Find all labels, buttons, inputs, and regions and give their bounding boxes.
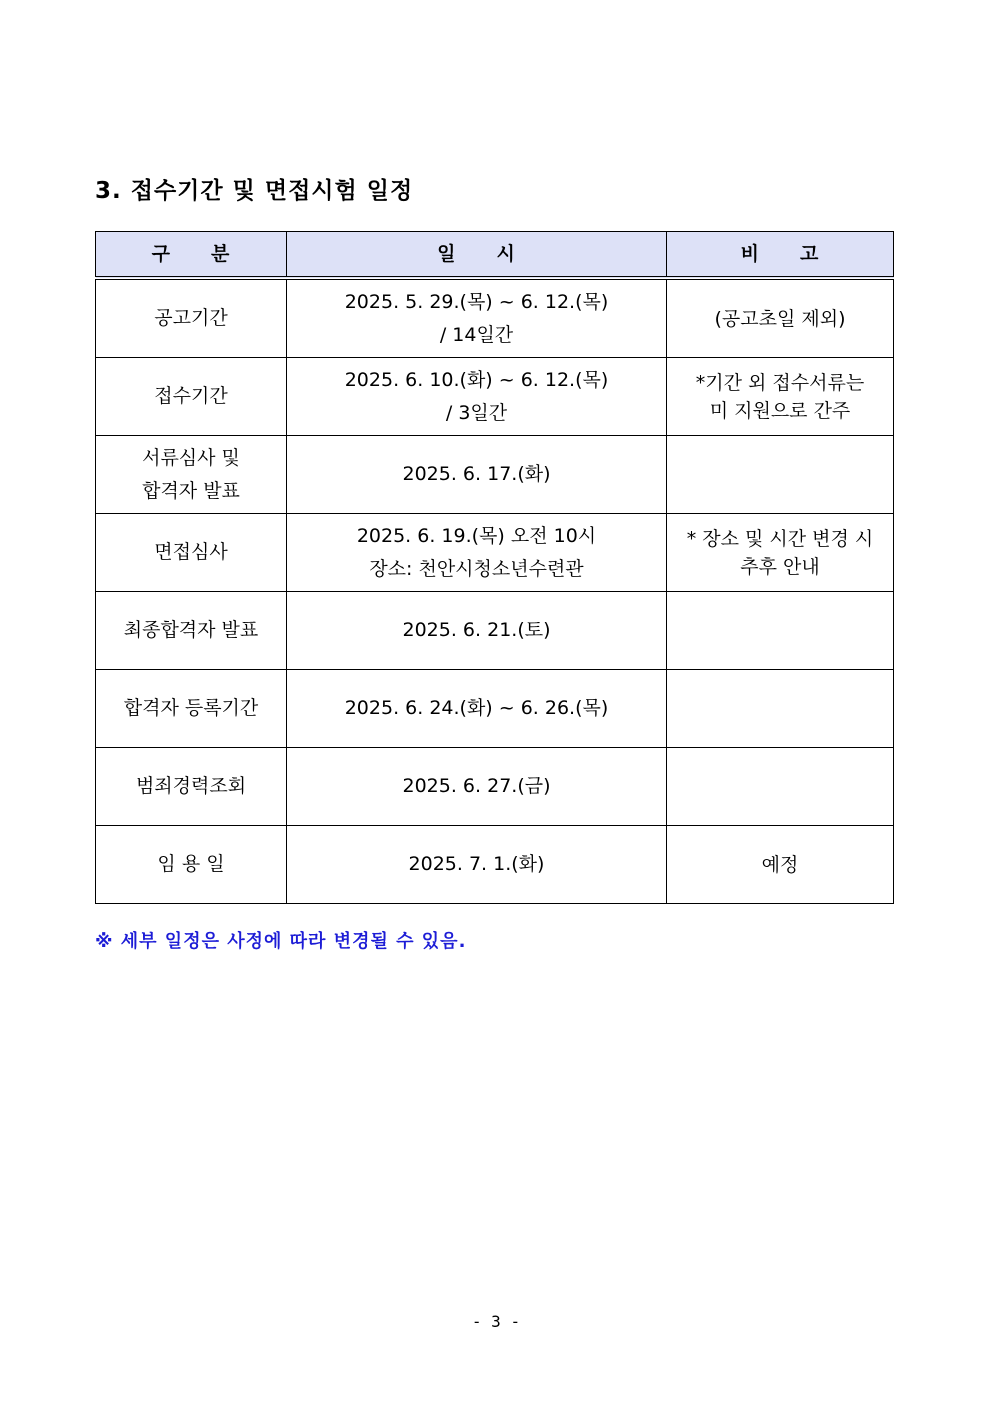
category-cell xyxy=(96,436,287,514)
table-row xyxy=(96,748,894,826)
note-cell xyxy=(667,670,894,748)
schedule-table xyxy=(95,231,894,904)
schedule-line: 장소: 천안시청소년수련관 xyxy=(369,557,584,580)
schedule-line: / 14일간 xyxy=(439,323,514,346)
schedule-cell xyxy=(287,592,667,670)
schedule-line: 2025. 6. 17.(화) xyxy=(402,463,551,485)
category-cell: 면접심사 xyxy=(96,514,287,592)
table-row xyxy=(96,514,894,592)
note-cell xyxy=(667,592,894,670)
schedule-line: 2025. 7. 1.(화) xyxy=(408,853,545,875)
schedule-line: 2025. 5. 29.(목) ~ 6. 12.(목) xyxy=(344,290,609,313)
note-line: 추후 안내 xyxy=(740,555,820,578)
note-line: (공고초일 제외) xyxy=(714,307,846,330)
schedule-cell xyxy=(287,358,667,436)
category-line: 합격자 발표 xyxy=(142,479,240,502)
note-line: 예정 xyxy=(761,853,799,876)
note-cell xyxy=(667,358,894,436)
schedule-line: 2025. 6. 19.(목) 오전 10시 xyxy=(356,524,597,547)
schedule-line: 2025. 6. 24.(화) ~ 6. 26.(목) xyxy=(344,697,609,719)
table-row xyxy=(96,278,894,358)
schedule-cell xyxy=(287,826,667,904)
schedule-line: 2025. 6. 10.(화) ~ 6. 12.(목) xyxy=(344,368,609,391)
schedule-table-header xyxy=(96,232,894,279)
schedule-cell xyxy=(287,436,667,514)
category-cell: 최종합격자 발표 xyxy=(96,592,287,670)
category-cell: 합격자 등록기간 xyxy=(96,670,287,748)
page-number: - 3 - xyxy=(471,1312,521,1331)
note-line: * 장소 및 시간 변경 시 xyxy=(686,527,874,550)
category-cell: 접수기간 xyxy=(96,358,287,436)
category-cell: 범죄경력조회 xyxy=(96,748,287,826)
note-cell xyxy=(667,436,894,514)
category-line: 서류심사 및 xyxy=(142,446,240,469)
schedule-cell xyxy=(287,278,667,358)
schedule-line: 2025. 6. 27.(금) xyxy=(402,775,551,797)
note-cell xyxy=(667,278,894,358)
header-note: 비 고 xyxy=(667,232,894,279)
table-row xyxy=(96,826,894,904)
note-cell xyxy=(667,826,894,904)
schedule-cell xyxy=(287,748,667,826)
schedule-cell xyxy=(287,514,667,592)
table-row xyxy=(96,436,894,514)
header-schedule: 일 시 xyxy=(287,232,667,279)
category-cell: 임 용 일 xyxy=(96,826,287,904)
table-row xyxy=(96,670,894,748)
note-line: *기간 외 접수서류는 xyxy=(695,371,865,394)
note-cell xyxy=(667,514,894,592)
table-row xyxy=(96,358,894,436)
note-line: 미 지원으로 간주 xyxy=(709,399,851,422)
footnote: ※ 세부 일정은 사정에 따라 변경될 수 있음. xyxy=(95,931,467,952)
category-cell: 공고기간 xyxy=(96,278,287,358)
section-title: 3. 접수기간 및 면접시험 일정 xyxy=(95,178,414,204)
schedule-line: / 3일간 xyxy=(445,401,508,424)
table-row xyxy=(96,592,894,670)
schedule-line: 2025. 6. 21.(토) xyxy=(402,619,551,641)
note-cell xyxy=(667,748,894,826)
schedule-cell xyxy=(287,670,667,748)
header-category: 구 분 xyxy=(96,232,287,279)
